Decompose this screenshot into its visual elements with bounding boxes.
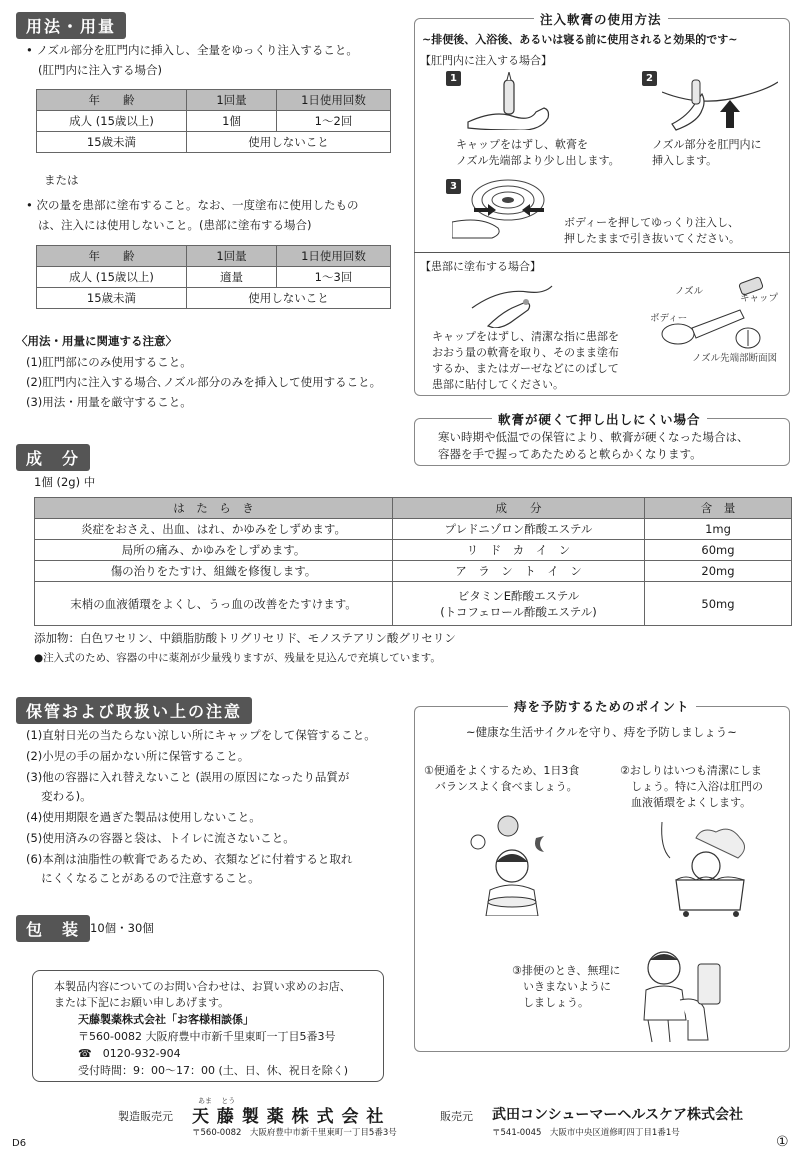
storage-item-1: (1)直射日光の当たらない涼しい所にキャップをして保管すること。 — [26, 728, 376, 742]
howto-section-inject: 【肛門内に注入する場合】 — [420, 54, 552, 67]
table-cell: 1〜2回 — [277, 111, 391, 132]
ingredients-heading: 成 分 — [16, 444, 90, 471]
table-header: は た ら き — [35, 498, 393, 519]
usage-heading: 用法・用量 — [16, 12, 126, 39]
prevention-point-3b: いきまないように — [512, 980, 611, 993]
label-nozzle-section: ノズル先端部断面図 — [692, 353, 778, 364]
contact-phone — [78, 1045, 181, 1062]
ingredient-amount: 50mg — [645, 582, 792, 626]
storage-heading: 保管および取扱い上の注意 — [16, 697, 252, 724]
step-number: 1 — [446, 71, 461, 86]
table-header: 1回量 — [187, 90, 277, 111]
step-number: 2 — [642, 71, 657, 86]
step-2-text-2: 挿入します。 — [652, 154, 718, 167]
hard-ointment-text-2: 容器を手で握ってあたためると軟らかくなります。 — [438, 447, 702, 461]
table-cell: 使用しないこと — [187, 132, 391, 153]
table-header: 年 齢 — [37, 246, 187, 267]
apply-finger-illustration — [470, 278, 560, 328]
usage-bullet-2-cont: は、注入には使用しないこと。(患部に塗布する場合) — [38, 218, 312, 232]
ingredients-unit: 1個 (2g) 中 — [34, 475, 96, 489]
table-row — [35, 519, 792, 540]
dosage-table-apply — [36, 245, 391, 309]
seller-name: 武田コンシューマーヘルスケア株式会社 — [492, 1107, 743, 1123]
contact-address: 〒560-0082 大阪府豊中市新千里東町一丁目5番3号 — [78, 1030, 336, 1043]
contact-hours: 受付時間：9：00〜17：00 (土、日、休、祝日を除く) — [78, 1064, 349, 1077]
contact-phone-number[interactable]: 0120-932-904 — [102, 1047, 181, 1060]
table-cell: 成人 (15歳以上) — [37, 111, 187, 132]
storage-item-2: (2)小児の手の届かない所に保管すること。 — [26, 749, 250, 763]
label-body: ボディー — [650, 313, 688, 324]
ingredient-name: ア ラ ン ト イ ン — [393, 561, 645, 582]
storage-item-6: (6)本剤は油脂性の軟膏であるため、衣類などに付着すると取れ — [26, 852, 353, 866]
dosage-table-inject — [36, 89, 391, 153]
maker-ruby: あま とう — [198, 1097, 236, 1105]
storage-item-3-cont: 変わる)。 — [26, 789, 92, 803]
ingredient-name-line-1: ビタミンE酢酸エステル — [457, 588, 580, 603]
hard-ointment-title: 軟膏が硬くて押し出しにくい場合 — [492, 410, 707, 428]
step-number: 3 — [446, 179, 461, 194]
storage-item-4: (4)使用期限を過ぎた製品は使用しないこと。 — [26, 810, 261, 824]
usage-bullet-2: • 次の量を患部に塗布すること。なお、一度塗布に使用したもの — [26, 198, 359, 212]
storage-item-5: (5)使用済みの容器と袋は、トイレに流さないこと。 — [26, 831, 295, 845]
usage-bullet-1-text: ノズル部分を肛門内に挿入し、全量をゆっくり注入すること。 — [36, 43, 358, 57]
ingredient-amount: 60mg — [645, 540, 792, 561]
ingredient-name: リ ド カ イ ン — [393, 540, 645, 561]
prevention-point-2c: 血液循環をよくします。 — [620, 796, 752, 809]
usage-notes-title: 〈用法・用量に関連する注意〉 — [16, 334, 177, 348]
table-row — [37, 267, 391, 288]
step-2-text-1: ノズル部分を肛門内に — [652, 138, 762, 151]
prevention-title: 痔を予防するためのポイント — [508, 697, 696, 715]
table-header: 成 分 — [393, 498, 645, 519]
table-row — [35, 561, 792, 582]
table-row — [37, 132, 391, 153]
table-row — [35, 540, 792, 561]
ingredient-amount: 20mg — [645, 561, 792, 582]
storage-item-6-cont: にくくなることがあるので注意すること。 — [26, 871, 260, 885]
maker-name: 天 藤 製 薬 株 式 会 社 — [192, 1107, 385, 1127]
table-cell: 1個 — [187, 111, 277, 132]
prevention-point-1b: バランスよく食べましょう。 — [424, 780, 578, 793]
ingredient-action: 末梢の血液循環をよくし、うっ血の改善をたすけます。 — [35, 582, 393, 626]
usage-or: または — [44, 173, 79, 187]
hard-ointment-text-1: 寒い時期や低温での保管により、軟膏が硬くなった場合は、 — [438, 430, 749, 444]
ingredients-note: ●注入式のため、容器の中に薬剤が少量残りますが、残量を見込んで充填しています。 — [34, 652, 441, 664]
contact-line-2: または下記にお願い申しあげます。 — [54, 996, 230, 1009]
maker-label: 製造販売元 — [118, 1110, 173, 1123]
table-cell: 成人 (15歳以上) — [37, 267, 187, 288]
eating-man-illustration — [456, 806, 566, 916]
ingredient-name-line-2: (トコフェロール酢酸エステル) — [440, 604, 597, 619]
table-row — [37, 111, 391, 132]
step-2-illustration — [662, 72, 778, 132]
apply-text-1: キャップをはずし、清潔な指に患部を — [432, 330, 619, 343]
usage-bullet-2-text: 次の量を患部に塗布すること。なお、一度塗布に使用したもの — [36, 198, 359, 212]
storage-item-3: (3)他の容器に入れ替えないこと (誤用の原因になったり品質が — [26, 770, 350, 784]
ingredient-name — [393, 582, 645, 626]
usage-case-1: (肛門内に注入する場合) — [38, 63, 162, 77]
table-cell: 15歳未満 — [37, 288, 187, 309]
usage-bullet-1: • ノズル部分を肛門内に挿入し、全量をゆっくり注入すること。 — [26, 43, 358, 57]
seller-address: 〒541-0045 大阪市中央区道修町四丁目1番1号 — [492, 1128, 680, 1138]
step-2-badge — [642, 70, 657, 86]
ingredient-action: 炎症をおさえ、出血、はれ、かゆみをしずめます。 — [35, 519, 393, 540]
prevention-point-1a: ①便通をよくするため、1日3食 — [424, 764, 580, 777]
phone-icon: ☎ — [78, 1047, 92, 1060]
table-header: 含 量 — [645, 498, 792, 519]
table-row — [37, 288, 391, 309]
prevention-point-2b: しょう。特に入浴は肛門の — [620, 780, 763, 793]
usage-note-1: (1)肛門部にのみ使用すること。 — [26, 355, 192, 369]
ingredient-action: 局所の痛み、かゆみをしずめます。 — [35, 540, 393, 561]
table-cell: 適量 — [187, 267, 277, 288]
step-3-text-1: ボディーを押してゆっくり注入し、 — [564, 216, 740, 229]
prevention-subtitle: ~健康な生活サイクルを守り、痔を予防しましょう~ — [466, 725, 737, 739]
label-nozzle: ノズル — [675, 286, 704, 297]
step-1-badge — [446, 70, 461, 86]
seller-label: 販売元 — [440, 1110, 473, 1123]
table-header: 年 齢 — [37, 90, 187, 111]
table-cell: 使用しないこと — [187, 288, 391, 309]
table-header: 1回量 — [187, 246, 277, 267]
page-number: ① — [776, 1134, 789, 1150]
usage-note-3: (3)用法・用量を厳守すること。 — [26, 395, 192, 409]
howto-section-apply: 【患部に塗布する場合】 — [420, 260, 541, 273]
prevention-point-2a: ②おしりはいつも清潔にしま — [620, 764, 762, 777]
usage-note-2: (2)肛門内に注入する場合､ノズル部分のみを挿入して使用すること。 — [26, 375, 382, 389]
contact-company: 天藤製薬株式会社「お客様相談係」 — [78, 1013, 254, 1026]
step-3-illustration — [452, 172, 562, 242]
label-cap: キャップ — [740, 293, 779, 304]
step-1-illustration — [464, 72, 574, 130]
apply-text-2: おおう量の軟膏を取り、そのまま塗布 — [432, 346, 619, 359]
package-heading: 包 装 — [16, 915, 90, 942]
prevention-point-3a: ③排便のとき、無理に — [512, 964, 621, 977]
maker-address: 〒560-0082 大阪府豊中市新千里東町一丁目5番3号 — [192, 1128, 397, 1138]
table-header: 1日使用回数 — [277, 90, 391, 111]
table-header: 1日使用回数 — [277, 246, 391, 267]
ingredients-table — [34, 497, 792, 626]
bathing-man-illustration — [656, 818, 752, 918]
step-3-text-2: 押したままで引き抜いてください。 — [564, 232, 740, 245]
page-code: D6 — [12, 1138, 27, 1149]
table-row — [35, 582, 792, 626]
ingredient-action: 傷の治りをたすけ、組織を修復します。 — [35, 561, 393, 582]
howto-divider — [414, 252, 790, 253]
howto-subtitle: ~排便後、入浴後、あるいは寝る前に使用されると効果的です~ — [422, 33, 738, 46]
step-1-text-2: ノズル先端部より少し出します。 — [456, 154, 620, 167]
table-cell: 1〜3回 — [277, 267, 391, 288]
package-value: 10個・30個 — [90, 921, 154, 935]
ingredients-additives: 添加物：白色ワセリン、中鎖脂肪酸トリグリセリド、モノステアリン酸グリセリン — [34, 631, 456, 645]
ingredient-name: プレドニゾロン酢酸エステル — [393, 519, 645, 540]
contact-line-1: 本製品内容についてのお問い合わせは、お買い求めのお店、 — [54, 980, 351, 993]
prevention-point-3c: しましょう。 — [512, 996, 589, 1009]
step-1-text-1: キャップをはずし、軟膏を — [456, 138, 588, 151]
apply-text-3: するか、またはガーゼなどにのばして — [432, 362, 619, 375]
table-cell: 15歳未満 — [37, 132, 187, 153]
apply-text-4: 患部に貼付してください。 — [432, 378, 564, 391]
howto-title: 注入軟膏の使用方法 — [534, 10, 668, 28]
ingredient-amount: 1mg — [645, 519, 792, 540]
toilet-man-illustration — [628, 944, 726, 1046]
